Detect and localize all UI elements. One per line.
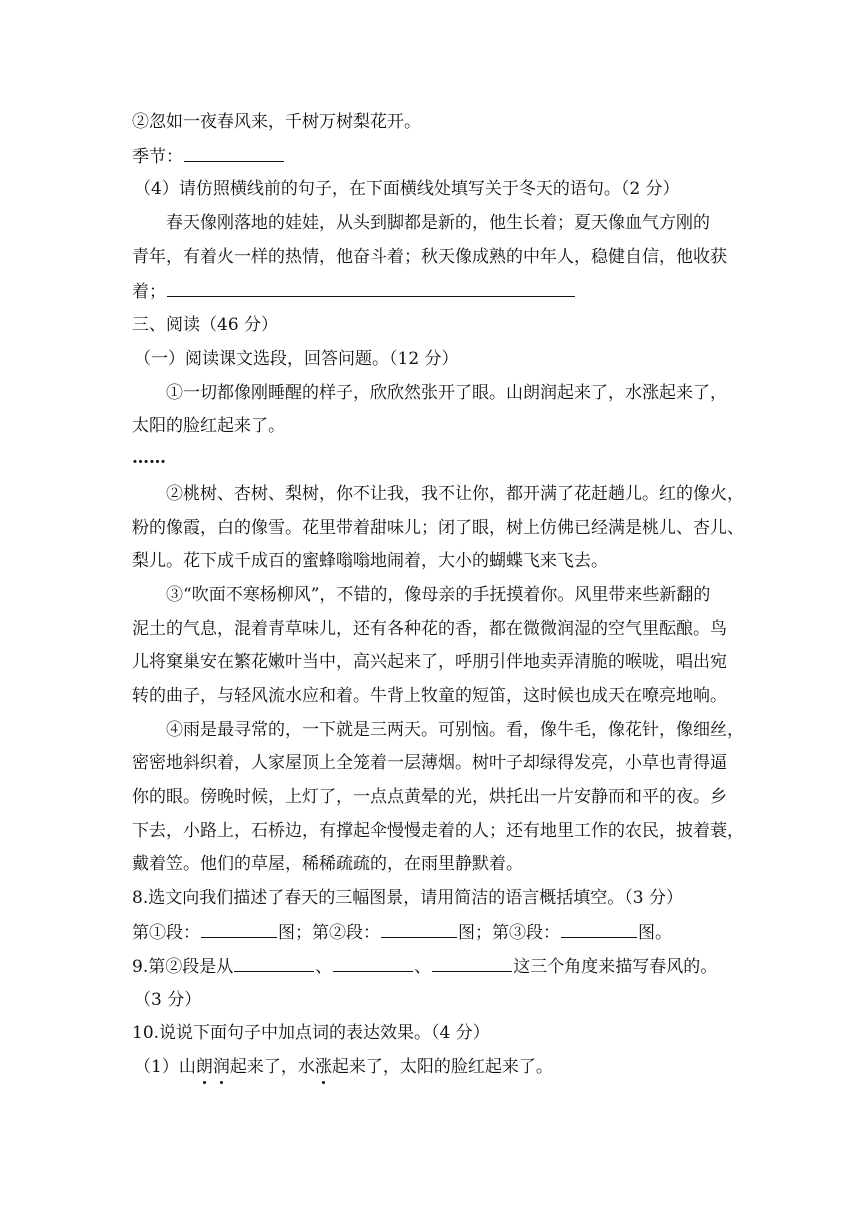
passage-line: 下去，小路上，石桥边，有撑起伞慢慢走着的人；还有地里工作的农民，披着蓑，: [132, 821, 744, 841]
season-answer-line: [132, 145, 285, 168]
question-10-sentence: [134, 1056, 553, 1078]
winter-label: 着；: [132, 282, 166, 302]
passage-line: 儿将窠巢安在繁花嫩叶当中，高兴起来了，呼朋引伴地卖弄清脆的喉咙，唱出宛: [132, 652, 727, 672]
q8-blank-1[interactable]: [201, 921, 277, 938]
q10-text-2: 起来了，水: [229, 1057, 315, 1077]
ellipsis: ……: [132, 448, 166, 468]
season-label: 季节：: [132, 147, 183, 167]
passage-line: ③“吹面不寒杨柳风”，不错的，像母亲的手抚摸着你。风里带来些新翻的: [166, 585, 711, 605]
q8-label-4: 图。: [638, 923, 672, 943]
question-10: 10.说说下面句子中加点词的表达效果。（4 分）: [132, 1023, 490, 1043]
question-8-answers: [132, 921, 672, 944]
passage-line: 泥土的气息，混着青草味儿，还有各种花的香，都在微微润湿的空气里酝酿。鸟: [132, 619, 727, 639]
q9-text-2: 这三个角度来描写春风的。: [513, 957, 718, 977]
q8-label-3: 图；第③段：: [458, 923, 560, 943]
subsection-heading: （一）阅读课文选段，回答问题。（12 分）: [134, 349, 459, 369]
prompt-text-line: 春天像刚落地的娃娃，从头到脚都是新的，他生长着；夏天像血气方刚的: [166, 213, 710, 233]
passage-line: ④雨是最寻常的，一下就是三两天。可别恼。看，像牛毛，像花针，像细丝，: [166, 720, 744, 740]
winter-blank[interactable]: [167, 280, 575, 297]
q9-sep-1: 、: [315, 957, 333, 977]
passage-line: 你的眼。傍晚时候，上灯了，一点点黄晕的光，烘托出一片安静而和平的夜。乡: [132, 787, 727, 807]
passage-line: 粉的像霞，白的像雪。花里带着甜味儿；闭了眼，树上仿佛已经满是桃儿、杏儿、: [132, 518, 744, 538]
q8-label-1: 第①段：: [132, 923, 200, 943]
passage-line: 太阳的脸红起来了。: [132, 416, 285, 436]
passage-line: ①一切都像刚睡醒的样子，欣欣然张开了眼。山朗润起来了，水涨起来了，: [166, 383, 727, 403]
poem-line: ②忽如一夜春风来，千树万树梨花开。: [132, 112, 421, 132]
q9-blank-1[interactable]: [234, 955, 314, 972]
q9-text-1: 9.第②段是从: [132, 957, 234, 977]
q9-blank-2[interactable]: [333, 955, 413, 972]
passage-line: 密密地斜织着，人家屋顶上全笼着一层薄烟。树叶子却绿得发亮，小草也青得逼: [132, 753, 727, 773]
q8-blank-2[interactable]: [381, 921, 457, 938]
dotted-word-char: 涨: [314, 1057, 332, 1077]
prompt-text-line: 青年，有着火一样的热情，他奋斗着；秋天像成熟的中年人，稳健自信，他收获: [132, 247, 727, 267]
passage-line: ②桃树、杏树、梨树，你不让我，我不让你，都开满了花赶趟儿。红的像火，: [166, 484, 744, 504]
question-4: （4）请仿照横线前的句子，在下面横线处填写关于冬天的语句。（2 分）: [134, 179, 680, 199]
dotted-word-char: 润: [212, 1057, 230, 1077]
q8-blank-3[interactable]: [561, 921, 637, 938]
question-9-points: （3 分）: [134, 990, 202, 1010]
section-heading: 三、阅读（46 分）: [132, 315, 279, 335]
q9-sep-2: 、: [414, 957, 432, 977]
question-9: [132, 955, 717, 978]
q8-label-2: 图；第②段：: [278, 923, 380, 943]
q10-text-3: 起来了，太阳的脸红起来了。: [331, 1057, 553, 1077]
q10-text-1: （1）山: [134, 1057, 196, 1077]
dotted-word-char: 朗: [195, 1057, 213, 1077]
winter-answer-line: [132, 280, 576, 303]
season-blank[interactable]: [184, 145, 284, 162]
passage-line: 戴着笠。他们的草屋，稀稀疏疏的，在雨里静默着。: [132, 854, 523, 874]
q9-blank-3[interactable]: [432, 955, 512, 972]
question-8: 8.选文向我们描述了春天的三幅图景，请用简洁的语言概括填空。（3 分）: [132, 888, 683, 908]
passage-line: 梨儿。花下成千成百的蜜蜂嗡嗡地闹着，大小的蝴蝶飞来飞去。: [132, 551, 608, 571]
passage-line: 转的曲子，与轻风流水应和着。牛背上牧童的短笛，这时候也成天在嘹亮地响。: [132, 686, 727, 706]
